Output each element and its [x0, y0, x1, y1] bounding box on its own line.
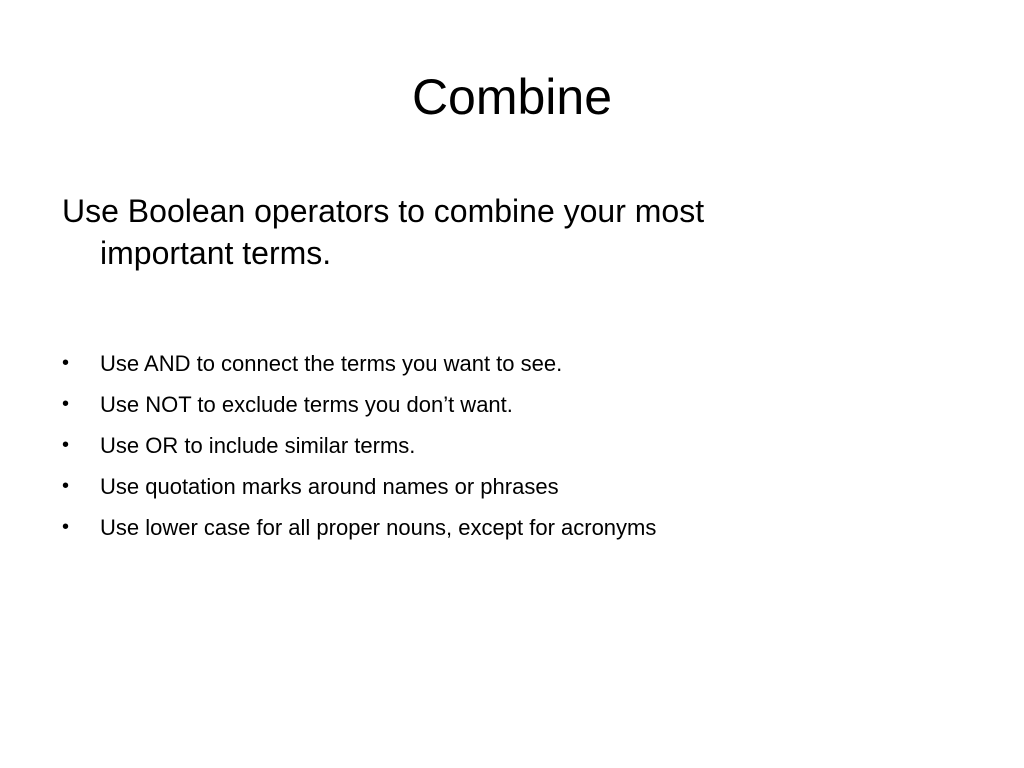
bullet-icon: •: [62, 434, 70, 456]
bullet-text: Use AND to connect the terms you want to see.: [100, 351, 563, 376]
bullet-text: Use NOT to exclude terms you don’t want.: [100, 392, 513, 417]
intro-line-2: important terms.: [100, 235, 332, 271]
bullet-icon: •: [62, 516, 70, 538]
bullet-text: Use OR to include similar terms.: [100, 433, 416, 458]
list-item: [62, 507, 962, 548]
list-item: [62, 425, 962, 466]
bullet-icon: •: [62, 393, 70, 415]
intro-paragraph: [62, 190, 862, 274]
bullet-icon: •: [62, 475, 70, 497]
list-item: [62, 384, 962, 425]
bullet-text: Use lower case for all proper nouns, except for acronyms: [100, 515, 657, 540]
list-item: [62, 343, 962, 384]
intro-line-1: Use Boolean operators to combine your most: [62, 193, 705, 229]
list-item: [62, 466, 962, 507]
bullet-list: [62, 343, 962, 548]
bullet-icon: •: [62, 352, 70, 374]
bullet-text: Use quotation marks around names or phrases: [100, 474, 559, 499]
slide-title: Combine: [411, 69, 613, 125]
